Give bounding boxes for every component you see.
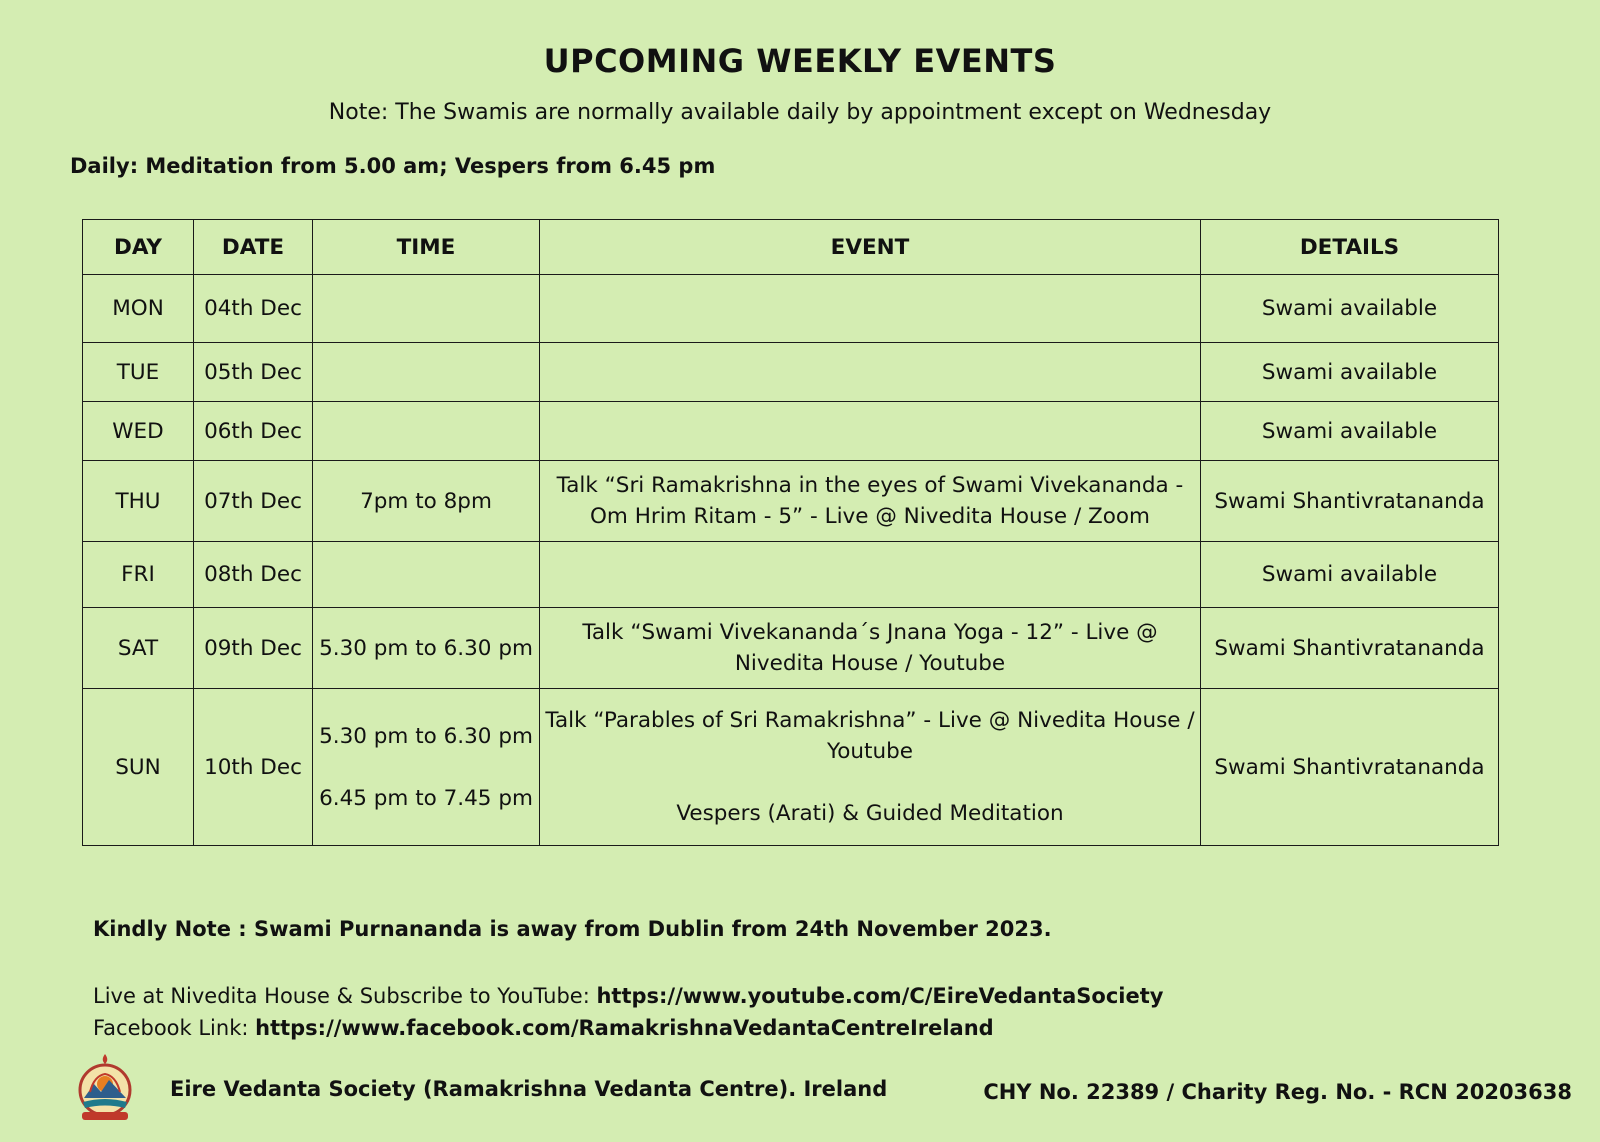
header-details: DETAILS bbox=[1201, 220, 1499, 275]
availability-note: Note: The Swamis are normally available daily by appointment except on Wednesday bbox=[328, 100, 1272, 125]
cell-day: SUN bbox=[83, 689, 194, 846]
cell-event bbox=[540, 542, 1201, 608]
cell-event: Talk “Sri Ramakrishna in the eyes of Swami Vivekananda - Om Hrim Ritam - 5” - Live @ Nivedita House / Zoom bbox=[540, 461, 1201, 542]
cell-date: 07th Dec bbox=[194, 461, 313, 542]
cell-details: Swami Shantivratananda bbox=[1201, 689, 1499, 846]
cell-date: 06th Dec bbox=[194, 402, 313, 461]
cell-time: 7pm to 8pm bbox=[313, 461, 540, 542]
cell-day: SAT bbox=[83, 608, 194, 689]
cell-details: Swami available bbox=[1201, 343, 1499, 402]
event-2: Vespers (Arati) & Guided Meditation bbox=[676, 801, 1064, 826]
cell-time bbox=[313, 343, 540, 402]
time-slot-1: 5.30 pm to 6.30 pm bbox=[319, 723, 533, 749]
cell-day: FRI bbox=[83, 542, 194, 608]
event-1: Talk “Parables of Sri Ramakrishna” - Live @ Nivedita House / Youtube bbox=[545, 708, 1195, 764]
cell-event bbox=[540, 343, 1201, 402]
cell-date: 08th Dec bbox=[194, 542, 313, 608]
table-row bbox=[83, 608, 1499, 689]
cell-date: 10th Dec bbox=[194, 689, 313, 846]
cell-time: 5.30 pm to 6.30 pm bbox=[313, 608, 540, 689]
cell-event: Talk “Swami Vivekananda´s Jnana Yoga - 12” - Live @ Nivedita House / Youtube bbox=[540, 608, 1201, 689]
cell-day: WED bbox=[83, 402, 194, 461]
header-day: DAY bbox=[83, 220, 194, 275]
table-row bbox=[83, 689, 1499, 846]
cell-event bbox=[540, 689, 1201, 846]
header-time: TIME bbox=[313, 220, 540, 275]
table-row bbox=[83, 461, 1499, 542]
cell-date: 05th Dec bbox=[194, 343, 313, 402]
cell-day: MON bbox=[83, 275, 194, 343]
kindly-note: Kindly Note : Swami Purnananda is away from Dublin from 24th November 2023. bbox=[93, 917, 1052, 941]
links-block bbox=[93, 980, 1163, 1044]
cell-event bbox=[540, 402, 1201, 461]
cell-details: Swami Shantivratananda bbox=[1201, 461, 1499, 542]
daily-schedule: Daily: Meditation from 5.00 am; Vespers from 6.45 pm bbox=[70, 154, 716, 178]
table-row bbox=[83, 275, 1499, 343]
cell-day: THU bbox=[83, 461, 194, 542]
cell-time bbox=[313, 402, 540, 461]
society-logo-icon bbox=[76, 1052, 134, 1124]
cell-details: Swami available bbox=[1201, 542, 1499, 608]
table-row bbox=[83, 542, 1499, 608]
facebook-label: Facebook Link: bbox=[93, 1016, 249, 1040]
cell-event bbox=[540, 275, 1201, 343]
time-slot-2: 6.45 pm to 7.45 pm bbox=[319, 785, 533, 811]
youtube-label: Live at Nivedita House & Subscribe to YouTube: bbox=[93, 984, 590, 1008]
footer-organization: Eire Vedanta Society (Ramakrishna Vedanta Centre). Ireland bbox=[170, 1077, 888, 1101]
cell-details: Swami available bbox=[1201, 275, 1499, 343]
cell-time bbox=[313, 275, 540, 343]
facebook-link[interactable]: https://www.facebook.com/RamakrishnaVedantaCentreIreland bbox=[255, 1016, 994, 1040]
cell-date: 09th Dec bbox=[194, 608, 313, 689]
table-row bbox=[83, 402, 1499, 461]
youtube-link[interactable]: https://www.youtube.com/C/EireVedantaSociety bbox=[596, 984, 1164, 1008]
footer-charity-number: CHY No. 22389 / Charity Reg. No. - RCN 20203638 bbox=[983, 1080, 1572, 1104]
cell-day: TUE bbox=[83, 343, 194, 402]
cell-time bbox=[313, 689, 540, 846]
cell-details: Swami available bbox=[1201, 402, 1499, 461]
cell-time bbox=[313, 542, 540, 608]
cell-details: Swami Shantivratananda bbox=[1201, 608, 1499, 689]
table-row bbox=[83, 343, 1499, 402]
header-date: DATE bbox=[194, 220, 313, 275]
page-title: UPCOMING WEEKLY EVENTS bbox=[543, 42, 1057, 80]
table-header-row bbox=[83, 220, 1499, 275]
header-event: EVENT bbox=[540, 220, 1201, 275]
cell-date: 04th Dec bbox=[194, 275, 313, 343]
events-table bbox=[82, 219, 1499, 846]
